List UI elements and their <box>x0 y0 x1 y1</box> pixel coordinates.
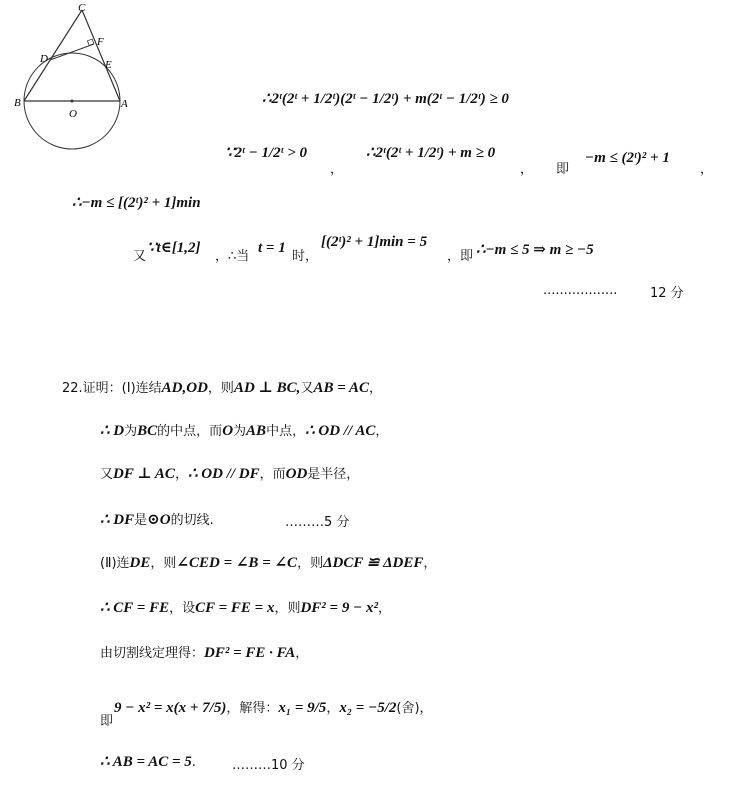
q22-l8-m1: 9 − x² = x(x + 7/5) <box>114 700 227 716</box>
q22-l6-t2: ，则 <box>274 601 301 616</box>
label-a: A <box>121 98 128 110</box>
q22-l8-t2: ， <box>326 701 340 716</box>
q22-l3-m3: OD <box>285 466 308 482</box>
q22-l4-m2: ⊙O <box>147 512 171 528</box>
q22-l2-m5: ∴ OD // AC <box>305 423 376 439</box>
prev-line-1: ∴2ᵗ(2ᵗ + 1/2ᵗ)(2ᵗ − 1/2ᵗ) + m(2ᵗ − 1/2ᵗ) ≥ 0 <box>262 91 509 107</box>
q22-l5-m2: ∠CED = ∠B = ∠C <box>176 555 298 571</box>
segment-df <box>50 44 94 60</box>
prev-comma-3: ， <box>700 162 714 177</box>
q22-l5-t1: (Ⅱ)连 <box>100 556 130 571</box>
q22-l3-t3: ，而 <box>259 467 286 482</box>
label-o: O <box>69 108 77 120</box>
q22-line-9 <box>100 752 196 771</box>
q22-l5-t2: ，则 <box>150 556 177 571</box>
q22-l2-t3: 为 <box>233 424 247 439</box>
q22-l8-ji: 即 <box>100 714 114 729</box>
prev-line-4c: t = 1 <box>258 240 286 256</box>
q22-l1-m1: AD,OD <box>161 380 208 396</box>
q22-l7-m1: DF² = FE · FA <box>204 645 296 661</box>
prev-comma-2: ， <box>520 162 534 177</box>
q22-l2-m4: AB <box>246 423 267 439</box>
q22-l1-t3: ， <box>368 381 382 396</box>
q22-l2-t1: 为 <box>124 424 138 439</box>
q22-l5-t4: ， <box>423 556 437 571</box>
q22-l4-m1: ∴ DF <box>100 512 135 528</box>
q22-l1-prefix: 22.证明：(Ⅰ)连结 <box>62 381 162 396</box>
q22-l3-m2: ∴ OD // DF <box>187 466 260 482</box>
center-dot <box>71 100 74 103</box>
prev-ji: 即 <box>556 162 570 177</box>
prev-line-4g: ∴−m ≤ 5 ⇒ m ≥ −5 <box>476 242 594 258</box>
q22-l7-t1: 由切割线定理得： <box>100 646 205 661</box>
prev-line-4a: ∵t∈[1,2] <box>147 240 201 256</box>
q22-l3-m1: DF ⊥ AC <box>113 466 175 482</box>
q22-line-6 <box>100 597 391 617</box>
q22-l8-t3: (舍)， <box>396 701 433 716</box>
score-dots: .................. <box>543 283 618 298</box>
segment-bc <box>24 10 82 101</box>
q22-l3-t4: 是半径， <box>307 467 360 482</box>
q22-l2-m1: ∴ D <box>100 423 125 439</box>
q22-l2-m2: BC <box>137 423 158 439</box>
q22-l8-m3: x₂ = −5/2 <box>339 700 397 716</box>
q22-l7-t2: ， <box>295 646 309 661</box>
q22-l8-t1: ，解得： <box>226 701 279 716</box>
q22-l2-t5: ， <box>375 424 389 439</box>
prev-line-4b: ，∴当 <box>215 249 250 264</box>
q22-l5-t3: ，则 <box>297 556 324 571</box>
q22-l6-m3: DF² = 9 − x² <box>300 600 378 616</box>
q22-l2-t2: 的中点，而 <box>157 424 223 439</box>
q22-l9-m1: ∴ AB = AC = 5 <box>100 754 192 770</box>
q22-l1-m3: AB = AC <box>313 380 369 396</box>
q22-l5-m1: DE <box>129 555 151 571</box>
prev-line-2a: ∵2ᵗ − 1/2ᵗ > 0 <box>225 145 307 161</box>
prev-comma-1: ， <box>330 162 344 177</box>
q22-l1-t1: ，则 <box>207 381 234 396</box>
prev-line-2b: ∴2ᵗ(2ᵗ + 1/2ᵗ) + m ≥ 0 <box>366 145 496 161</box>
prev-line-3: ∴−m ≤ [(2ᵗ)² + 1]min <box>72 195 201 211</box>
q22-l3-t1: 又 <box>100 467 114 482</box>
geometry-figure <box>8 2 148 177</box>
q22-line-3 <box>100 463 359 483</box>
q22-l2-m3: O <box>222 423 234 439</box>
q22-l5-m3: ΔDCF ≌ ΔDEF <box>323 555 424 571</box>
score-10: ………10 分 <box>232 758 305 773</box>
score-12: 12 分 <box>650 286 684 301</box>
q22-line-4 <box>100 509 214 529</box>
q22-l4-t1: 是 <box>134 513 148 528</box>
q22-l1-m2: AD ⊥ BC, <box>233 380 301 396</box>
label-d: D <box>40 53 48 65</box>
q22-l2-t4: 中点， <box>266 424 306 439</box>
q22-line-5 <box>100 552 436 572</box>
label-e: E <box>105 59 112 71</box>
q22-l6-t3: ， <box>377 601 391 616</box>
prev-line-4e: [(2ᵗ)² + 1]min = 5 <box>321 234 428 250</box>
q22-line-8 <box>114 697 433 717</box>
q22-l9-t1: . <box>191 755 196 770</box>
q22-l3-t2: ， <box>174 467 188 482</box>
prev-you: 又 <box>133 249 147 264</box>
q22-line-1 <box>62 377 382 397</box>
prev-line-2c: −m ≤ (2ᵗ)² + 1 <box>585 150 670 166</box>
q22-line-2 <box>100 420 388 440</box>
label-f: F <box>97 36 104 48</box>
right-angle-mark <box>87 39 93 45</box>
q22-l6-m1: ∴ CF = FE <box>100 600 170 616</box>
q22-l6-m2: CF = FE = x <box>195 600 275 616</box>
score-5: ………5 分 <box>285 515 350 530</box>
q22-l6-t1: ，设 <box>169 601 196 616</box>
q22-l1-t2: 又 <box>300 381 314 396</box>
q22-line-7 <box>100 642 308 662</box>
q22-l8-m2: x₁ = 9/5 <box>278 700 327 716</box>
prev-line-4d: 时， <box>292 249 319 264</box>
q22-l4-t2: 的切线. <box>170 513 214 528</box>
label-c: C <box>78 2 86 14</box>
prev-line-4f: ，即 <box>447 249 474 264</box>
label-b: B <box>14 97 21 109</box>
